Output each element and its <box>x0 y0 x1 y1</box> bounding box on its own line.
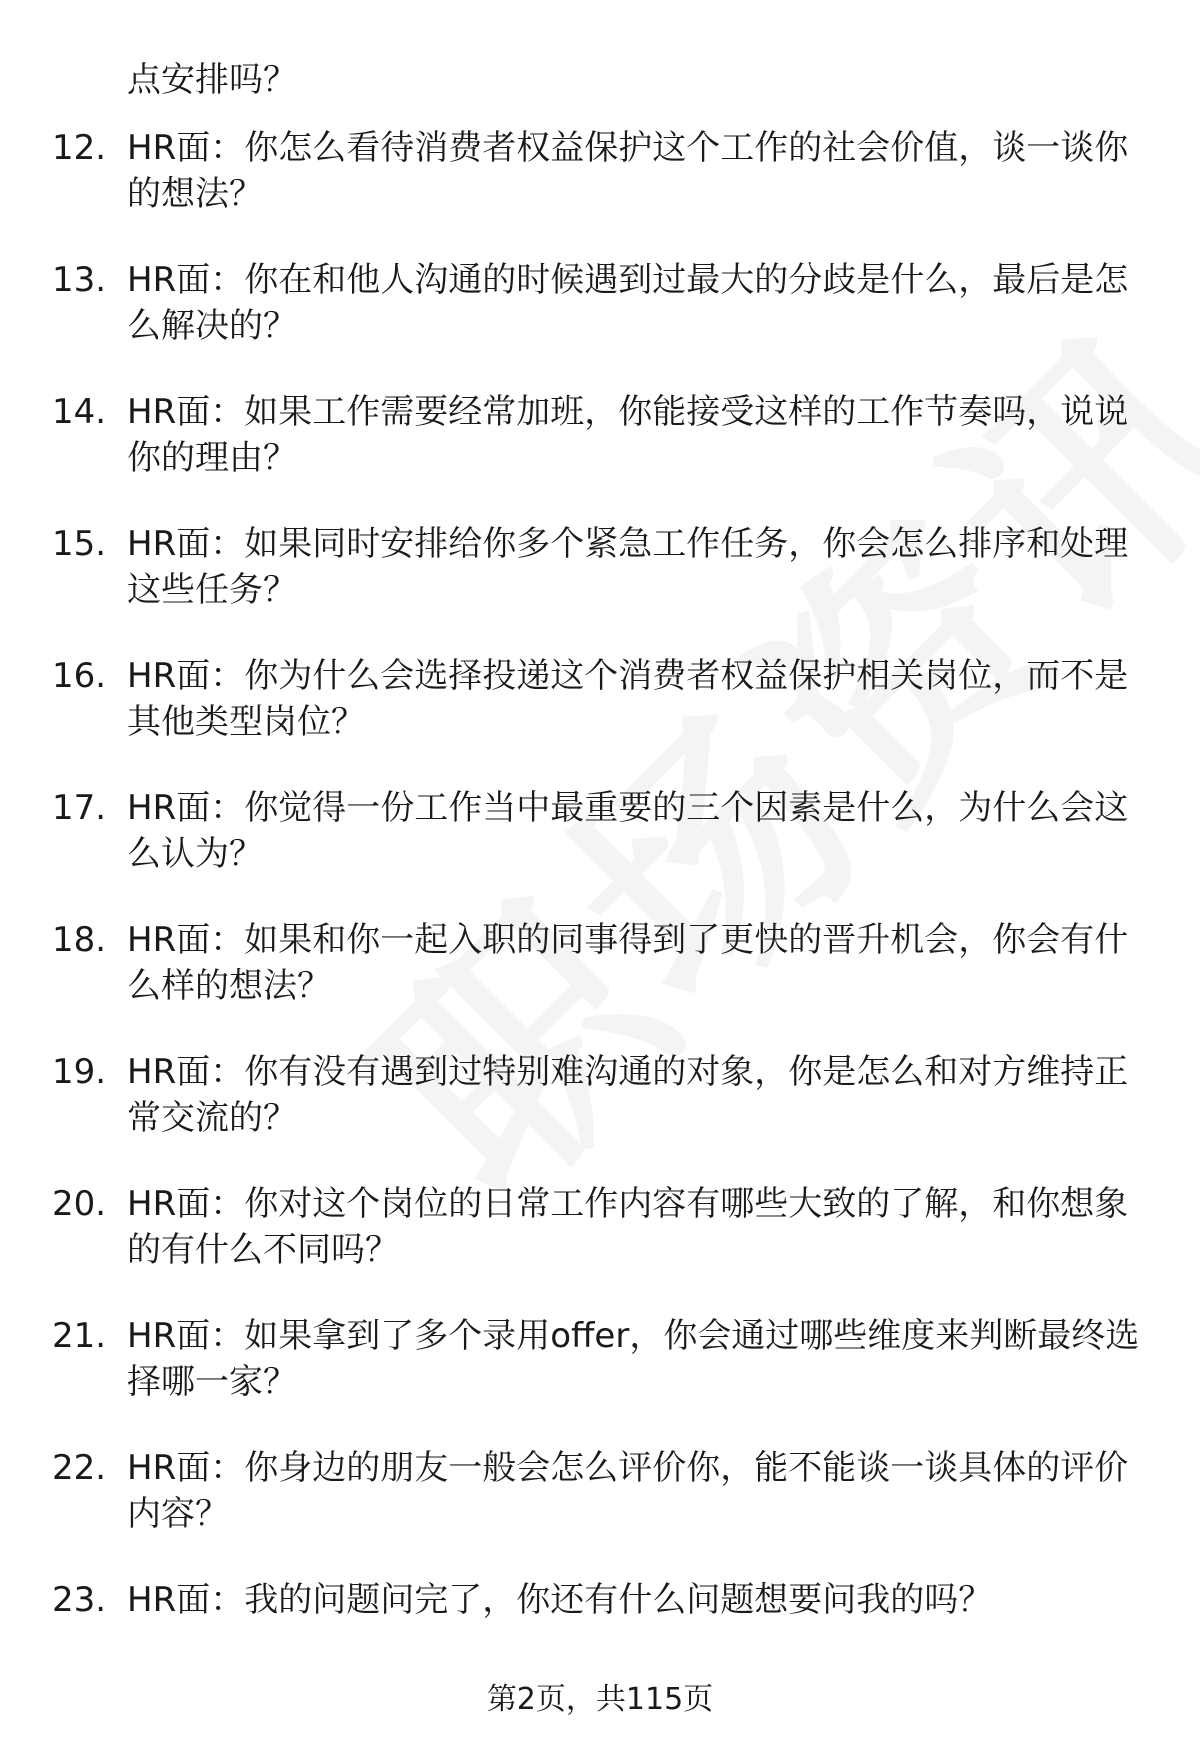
question-text: HR面：你为什么会选择投递这个消费者权益保护相关岗位，而不是其他类型岗位？ <box>127 656 1129 742</box>
question-text: HR面：我的问题问完了，你还有什么问题想要问我的吗？ <box>127 1580 993 1620</box>
question-text: HR面：你对这个岗位的日常工作内容有哪些大致的了解，和你想象的有什么不同吗？ <box>127 1184 1129 1270</box>
question-text: HR面：你觉得一份工作当中最重要的三个因素是什么，为什么会这么认为？ <box>127 788 1129 874</box>
question-number: 17. <box>52 788 107 828</box>
question-item <box>0 1445 1200 1577</box>
question-item <box>0 521 1200 653</box>
question-item <box>0 1049 1200 1181</box>
question-number: 18. <box>52 920 107 960</box>
question-number: 16. <box>52 656 107 696</box>
question-item <box>0 785 1200 917</box>
question-item <box>0 389 1200 521</box>
question-number: 20. <box>52 1184 107 1224</box>
page-footer: 第2页，共115页 <box>486 1682 714 1717</box>
question-item <box>0 1181 1200 1313</box>
question-item <box>0 257 1200 389</box>
question-number: 19. <box>52 1052 107 1092</box>
question-text: HR面：如果和你一起入职的同事得到了更快的晋升机会，你会有什么样的想法？ <box>127 920 1129 1006</box>
question-item <box>0 917 1200 1049</box>
question-number: 21. <box>52 1316 107 1356</box>
question-item <box>0 1313 1200 1445</box>
question-number: 23. <box>52 1580 107 1620</box>
question-item <box>0 125 1200 257</box>
question-number: 14. <box>52 392 107 432</box>
question-text: HR面：如果工作需要经常加班，你能接受这样的工作节奏吗，说说你的理由？ <box>127 392 1129 478</box>
question-text: HR面：如果同时安排给你多个紧急工作任务，你会怎么排序和处理这些任务？ <box>127 524 1129 610</box>
question-item <box>0 653 1200 785</box>
question-number: 22. <box>52 1448 107 1488</box>
question-number: 13. <box>52 260 107 300</box>
question-list <box>0 125 1200 1709</box>
question-text: HR面：你身边的朋友一般会怎么评价你，能不能谈一谈具体的评价内容？ <box>127 1448 1129 1534</box>
continuation-text: 点安排吗？ <box>127 60 297 100</box>
question-text: HR面：你怎么看待消费者权益保护这个工作的社会价值，谈一谈你的想法？ <box>127 128 1129 214</box>
question-text: HR面：你有没有遇到过特别难沟通的对象，你是怎么和对方维持正常交流的？ <box>127 1052 1129 1138</box>
question-text: HR面：如果拿到了多个录用offer，你会通过哪些维度来判断最终选择哪一家？ <box>127 1316 1140 1402</box>
question-number: 12. <box>52 128 107 168</box>
question-number: 15. <box>52 524 107 564</box>
question-text: HR面：你在和他人沟通的时候遇到过最大的分歧是什么，最后是怎么解决的？ <box>127 260 1129 346</box>
